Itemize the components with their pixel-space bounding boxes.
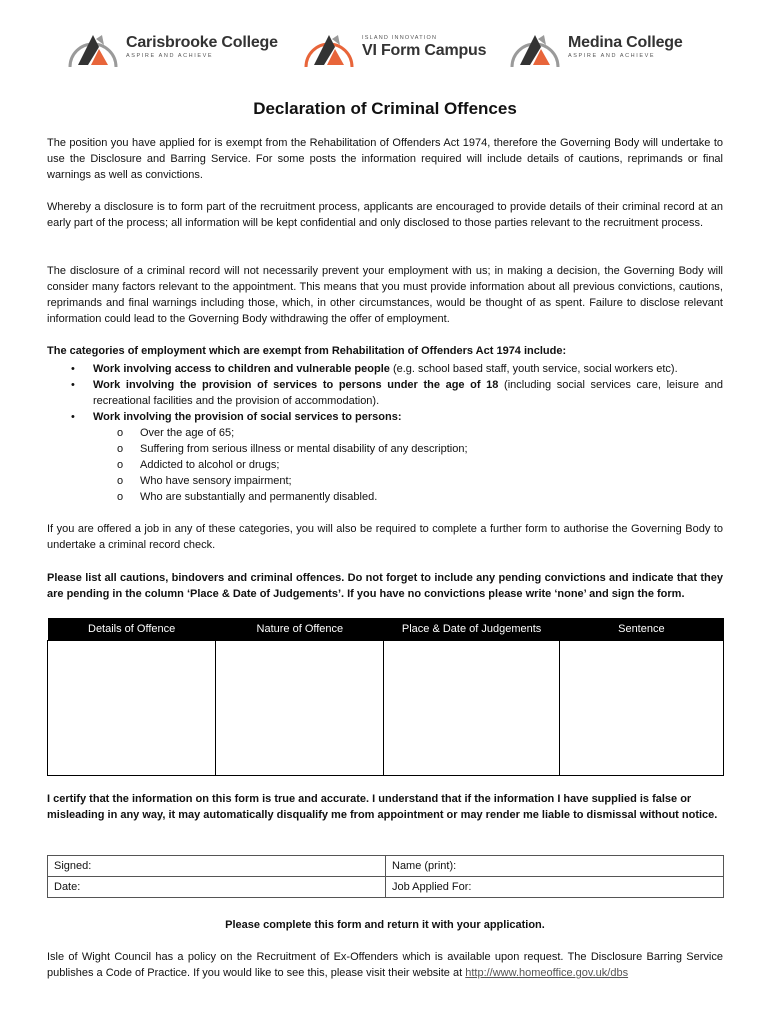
sub-list-item: o Suffering from serious illness or mental disability of any description; [117, 443, 468, 455]
sub-list-item: o Over the age of 65; [117, 427, 235, 439]
sentence-field[interactable] [559, 641, 723, 776]
bullet-icon: • [71, 411, 75, 423]
footer-text: Isle of Wight Council has a policy on the Recruitment of Ex-Offenders which is available upon request. The Disclosure Barring Service publishes a Code of Practice. If you would like to see this, please visit their website at [47, 951, 723, 979]
vi-form-name: VI Form Campus [362, 41, 487, 59]
sub-list-item: o Addicted to alcohol or drugs; [117, 459, 280, 471]
dbs-website-link[interactable]: http://www.homeoffice.gov.uk/dbs [465, 967, 629, 979]
carisbrooke-emblem-icon [66, 25, 120, 69]
footer-paragraph [47, 949, 723, 981]
sub-list-item: o Who are substantially and permanently disabled. [117, 491, 378, 503]
carisbrooke-tagline: ASPIRE AND ACHIEVE [126, 53, 214, 59]
header-details-of-offence: Details of Offence [48, 618, 216, 641]
list-item: • Work involving access to children and vulnerable people (e.g. school based staff, youth service, social workers etc). [71, 363, 678, 375]
circle-bullet-icon: o [117, 475, 124, 487]
name-print-field[interactable]: Name (print): [386, 856, 724, 877]
bullet-icon: • [71, 363, 75, 375]
categories-heading: The categories of employment which are exempt from Rehabilitation of Offenders Act 1974 include: [47, 345, 567, 357]
job-applied-for-field[interactable]: Job Applied For: [386, 877, 724, 898]
circle-bullet-icon: o [117, 491, 124, 503]
medina-emblem-icon [508, 25, 562, 69]
header-place-date-judgements: Place & Date of Judgements [384, 618, 559, 641]
circle-bullet-icon: o [117, 459, 124, 471]
medina-logo [508, 24, 683, 70]
sub-list-item: o Who have sensory impairment; [117, 475, 292, 487]
logo-header [62, 24, 702, 72]
vi-form-pre: ISLAND INNOVATION [362, 34, 438, 41]
paragraph-further-form: If you are offered a job in any of these categories, you will also be required to complete a further form to authorise the Governing Body to undertake a criminal record check. [47, 523, 723, 551]
vi-form-emblem-icon [302, 25, 356, 69]
circle-bullet-icon: o [117, 443, 124, 455]
signature-table [47, 855, 724, 898]
nature-of-offence-field[interactable] [216, 641, 384, 776]
page-title: Declaration of Criminal Offences [253, 99, 517, 118]
date-field[interactable]: Date: [48, 877, 386, 898]
offence-table [47, 618, 724, 776]
details-of-offence-field[interactable] [48, 641, 216, 776]
instruction-text: Please list all cautions, bindovers and criminal offences. Do not forget to include any pending convictions and indicate that they are pending in the column ‘Place & Date of Judgements’. If you have no convictions please write ‘none’ and sign the form. [47, 572, 723, 600]
medina-name: Medina College [568, 34, 683, 51]
categories-list [47, 361, 723, 505]
signed-field[interactable]: Signed: [48, 856, 386, 877]
header-nature-of-offence: Nature of Offence [216, 618, 384, 641]
paragraph-exemption: The position you have applied for is exempt from the Rehabilitation of Offenders Act 1974, therefore the Governing Body will undertake to use the Disclosure and Barring Service. For some posts the information required will include details of cautions, reprimands or final warnings as well as convictions. [47, 137, 723, 181]
place-date-judgements-field[interactable] [384, 641, 559, 776]
medina-tagline: ASPIRE AND ACHIEVE [568, 53, 656, 59]
return-note: Please complete this form and return it with your application. [225, 919, 545, 931]
paragraph-consideration: The disclosure of a criminal record will not necessarily prevent your employment with us; in making a decision, the Governing Body will consider many factors relevant to the appointment. This means that you must provide information about all previous convictions, cautions, reprimands and final warnings including those, which, in other circumstances, would be thought of as spent. Failure to disclose relevant information could lead to the Governing Body withdrawing the offer of employment. [47, 265, 723, 325]
carisbrooke-logo [66, 24, 278, 70]
vi-form-logo [302, 24, 486, 70]
carisbrooke-name: Carisbrooke College [126, 34, 278, 51]
list-item: • Work involving the provision of services to persons under the age of 18 (including social services care, leisure and recreational facilities and the provision of accommodation). [71, 379, 723, 407]
certification-text: I certify that the information on this form is true and accurate. I understand that if the information I have supplied is false or misleading in any way, it may automatically disqualify me from appointment or may render me liable to dismissal without notice. [47, 793, 718, 821]
list-item: • Work involving the provision of social services to persons: [71, 411, 402, 423]
header-sentence: Sentence [559, 618, 723, 641]
paragraph-disclosure: Whereby a disclosure is to form part of the recruitment process, applicants are encouraged to provide details of their criminal record at an early part of the process; all information will be kept confidential and only disclosed to those parties relevant to the recruitment process. [47, 201, 723, 229]
bullet-icon: • [71, 379, 75, 391]
circle-bullet-icon: o [117, 427, 124, 439]
